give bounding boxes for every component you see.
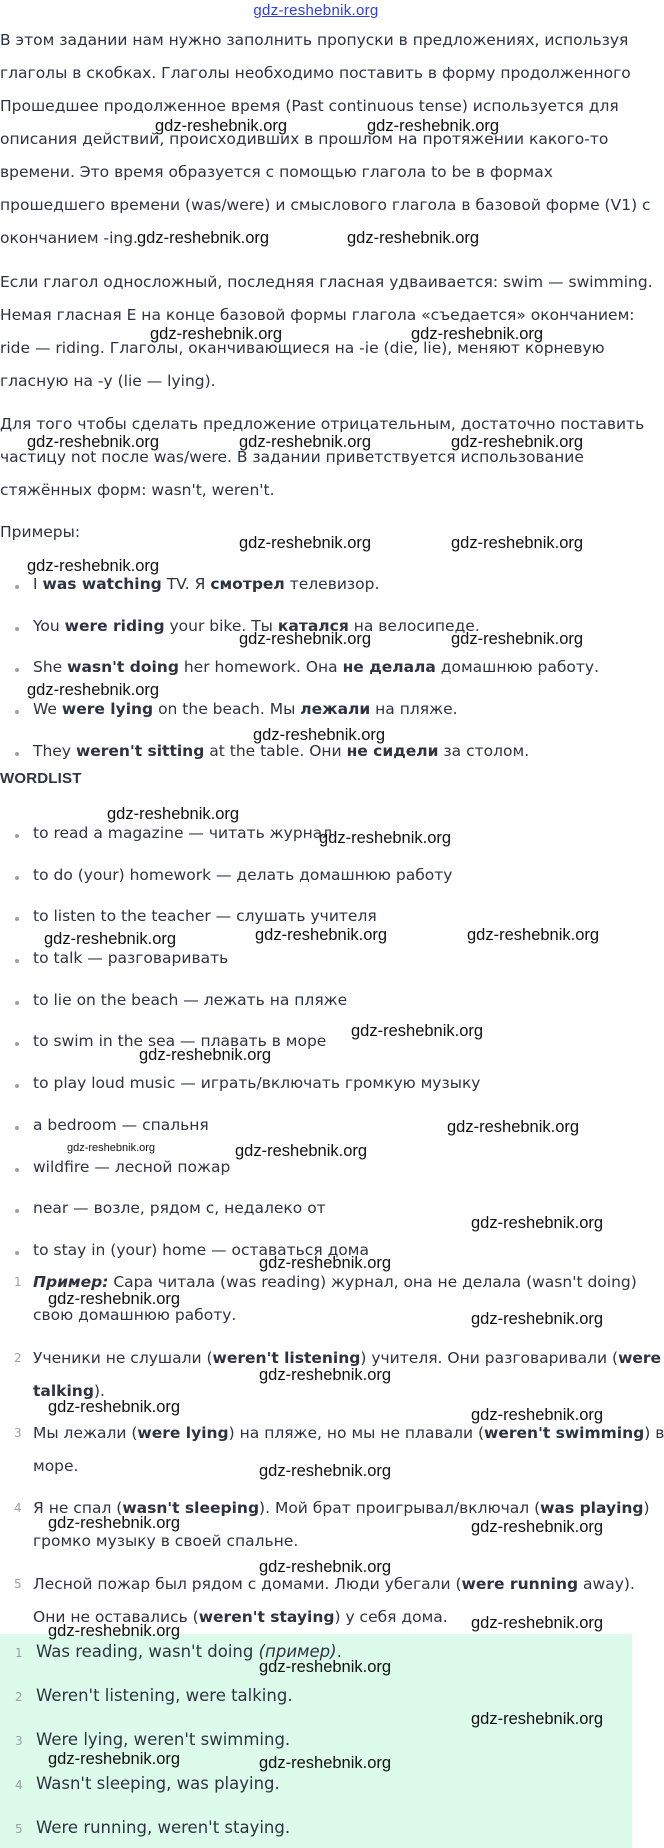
wordlist-list [0, 821, 630, 1280]
wordlist-item: to play loud music — играть/включать громкую музыку [0, 1071, 630, 1113]
site-header-link[interactable]: gdz-reshebnik.org [253, 2, 379, 19]
exercise-number: 4 [14, 1501, 22, 1515]
watermark: gdz-reshebnik.org [471, 1518, 604, 1536]
watermark: gdz-reshebnik.org [467, 926, 600, 944]
watermark: gdz-reshebnik.org [411, 325, 544, 343]
wordlist-item: to stay in (your) home — оставаться дома [0, 1238, 630, 1280]
intro-line: ride — riding. Глаголы, оканчивающиеся на -ie (die, lie), меняют корневую [0, 339, 605, 357]
watermark: gdz-reshebnik.org [259, 1558, 392, 1576]
watermark: gdz-reshebnik.org [351, 1022, 484, 1040]
answer-item-5 [0, 1816, 630, 1840]
watermark: gdz-reshebnik.org [48, 1290, 181, 1308]
watermark: gdz-reshebnik.org [259, 1462, 392, 1480]
intro-line: времени. Это время образуется с помощью глагола to be в формах [0, 163, 553, 181]
watermark: gdz-reshebnik.org [44, 930, 177, 948]
watermark: gdz-reshebnik.org [259, 1254, 392, 1272]
exercise-line: talking). [33, 1382, 105, 1400]
watermark: gdz-reshebnik.org [235, 1142, 368, 1160]
watermark: gdz-reshebnik.org [67, 1142, 156, 1154]
watermark: gdz-reshebnik.org [471, 1214, 604, 1232]
watermark: gdz-reshebnik.org [255, 926, 388, 944]
watermark: gdz-reshebnik.org [319, 829, 452, 847]
watermark: gdz-reshebnik.org [48, 1398, 181, 1416]
watermark: gdz-reshebnik.org [471, 1310, 604, 1328]
answer-number: 5 [15, 1822, 23, 1836]
answer-item-3 [0, 1728, 630, 1752]
exercise-number: 5 [14, 1577, 22, 1591]
watermark: gdz-reshebnik.org [471, 1614, 604, 1632]
watermark: gdz-reshebnik.org [48, 1750, 181, 1768]
intro-line: прошедшего времени (was/were) и смыслового глагола в базовой форме (V1) с [0, 196, 651, 214]
exercise-number: 3 [14, 1426, 22, 1440]
exercise-line: Мы лежали (were lying) на пляже, но мы не плавали (weren't swimming) в [33, 1424, 664, 1442]
watermark: gdz-reshebnik.org [451, 433, 584, 451]
answer-number: 3 [15, 1734, 23, 1748]
watermark: gdz-reshebnik.org [155, 117, 288, 135]
intro-line: Для того чтобы сделать предложение отрицательным, достаточно поставить [0, 415, 645, 433]
watermark: gdz-reshebnik.org [239, 433, 372, 451]
answer-text: Was reading, wasn't doing (пример). [36, 1642, 342, 1661]
example-item: I was watching TV. Я смотрел телевизор. [0, 572, 630, 614]
intro-line: Если глагол односложный, последняя гласная удваивается: swim — swimming. [0, 273, 653, 291]
example-item: They weren't sitting at the table. Они не сидели за столом. [0, 739, 630, 781]
answer-item-2 [0, 1684, 630, 1708]
watermark: gdz-reshebnik.org [150, 325, 283, 343]
watermark: gdz-reshebnik.org [139, 1046, 272, 1064]
exercise-number: 2 [14, 1351, 22, 1365]
intro-line: гласную на -y (lie — lying). [0, 372, 216, 390]
wordlist-item: to read a magazine — читать журнал [0, 821, 630, 863]
wordlist-item: to listen to the teacher — слушать учителя [0, 904, 630, 946]
example-item: She wasn't doing her homework. Она не делала домашнюю работу. [0, 655, 630, 697]
intro-line: частицу not после was/were. В задании приветствуется использование [0, 448, 584, 466]
watermark: gdz-reshebnik.org [48, 1622, 181, 1640]
watermark: gdz-reshebnik.org [107, 805, 240, 823]
exercise-line: громко музыку в своей спальне. [33, 1532, 299, 1550]
examples-list [0, 572, 630, 780]
watermark: gdz-reshebnik.org [259, 1754, 392, 1772]
exercise-line: море. [33, 1457, 79, 1475]
watermark: gdz-reshebnik.org [27, 433, 160, 451]
exercise-line: Я не спал (wasn't sleeping). Мой брат проигрывал/включал (was playing) [33, 1499, 650, 1517]
intro-line: глаголы в скобках. Глаголы необходимо поставить в форму продолженного [0, 64, 631, 82]
watermark: gdz-reshebnik.org [447, 1118, 580, 1136]
exercise-line: Пример: Сара читала (was reading) журнал, она не делала (wasn't doing) [33, 1273, 637, 1291]
intro-line: В этом задании нам нужно заполнить пропуски в предложениях, используя [0, 31, 629, 49]
watermark: gdz-reshebnik.org [137, 229, 270, 247]
watermark: gdz-reshebnik.org [239, 630, 372, 648]
exercise-number: 1 [14, 1275, 22, 1289]
answer-number: 4 [15, 1778, 23, 1792]
answer-number: 1 [15, 1646, 23, 1660]
watermark: gdz-reshebnik.org [471, 1710, 604, 1728]
watermark: gdz-reshebnik.org [367, 117, 500, 135]
watermark: gdz-reshebnik.org [347, 229, 480, 247]
wordlist-item: to do (your) homework — делать домашнюю работу [0, 863, 630, 905]
exercise-line: Они не оставались (weren't staying) у себя дома. [33, 1608, 448, 1626]
intro-line: стяжённых форм: wasn't, weren't. [0, 481, 275, 499]
example-item: We were lying on the beach. Мы лежали на пляже. [0, 697, 630, 739]
wordlist-title: WORDLIST [0, 770, 82, 787]
intro-paragraph-3 [0, 408, 645, 507]
watermark: gdz-reshebnik.org [471, 1406, 604, 1424]
exercise-line: свою домашнюю работу. [33, 1306, 237, 1324]
wordlist-item: to swim in the sea — плавать в море [0, 1029, 630, 1071]
watermark: gdz-reshebnik.org [259, 1366, 392, 1384]
example-item: You were riding your bike. Ты катался на велосипеде. [0, 614, 630, 656]
wordlist-item: a bedroom — спальня [0, 1113, 630, 1155]
watermark: gdz-reshebnik.org [451, 534, 584, 552]
answer-number: 2 [15, 1690, 23, 1704]
answer-text: Wasn't sleeping, was playing. [36, 1774, 280, 1793]
intro-line: Прошедшее продолженное время (Past continuous tense) используется для [0, 97, 619, 115]
watermark: gdz-reshebnik.org [253, 726, 386, 744]
watermark: gdz-reshebnik.org [259, 1658, 392, 1676]
answer-text: Were lying, weren't swimming. [36, 1730, 291, 1749]
watermark: gdz-reshebnik.org [239, 534, 372, 552]
intro-line: Немая гласная E на конце базовой формы глагола «съедается» окончанием: [0, 306, 635, 324]
exercise-line: Лесной пожар был рядом с домами. Люди убегали (were running away). [33, 1575, 635, 1593]
wordlist-item: to talk — разговаривать [0, 946, 630, 988]
answer-text: Were running, weren't staying. [36, 1818, 291, 1837]
wordlist-item: near — возле, рядом с, недалеко от [0, 1196, 630, 1238]
wordlist-item: to lie on the beach — лежать на пляже [0, 988, 630, 1030]
intro-paragraph-1 [0, 24, 651, 255]
watermark: gdz-reshebnik.org [451, 630, 584, 648]
answer-item-4 [0, 1772, 630, 1796]
answer-text: Weren't listening, were talking. [36, 1686, 293, 1705]
intro-line: окончанием -ing. [0, 229, 138, 247]
watermark: gdz-reshebnik.org [27, 557, 160, 575]
watermark: gdz-reshebnik.org [27, 681, 160, 699]
examples-label: Примеры: [0, 523, 81, 541]
exercise-line: Ученики не слушали (weren't listening) учителя. Они разговаривали (were [33, 1349, 662, 1367]
watermark: gdz-reshebnik.org [48, 1514, 181, 1532]
wordlist-item: wildfire — лесной пожар [0, 1155, 630, 1197]
intro-line: описания действий, происходивших в прошлом на протяжении какого-то [0, 130, 609, 148]
